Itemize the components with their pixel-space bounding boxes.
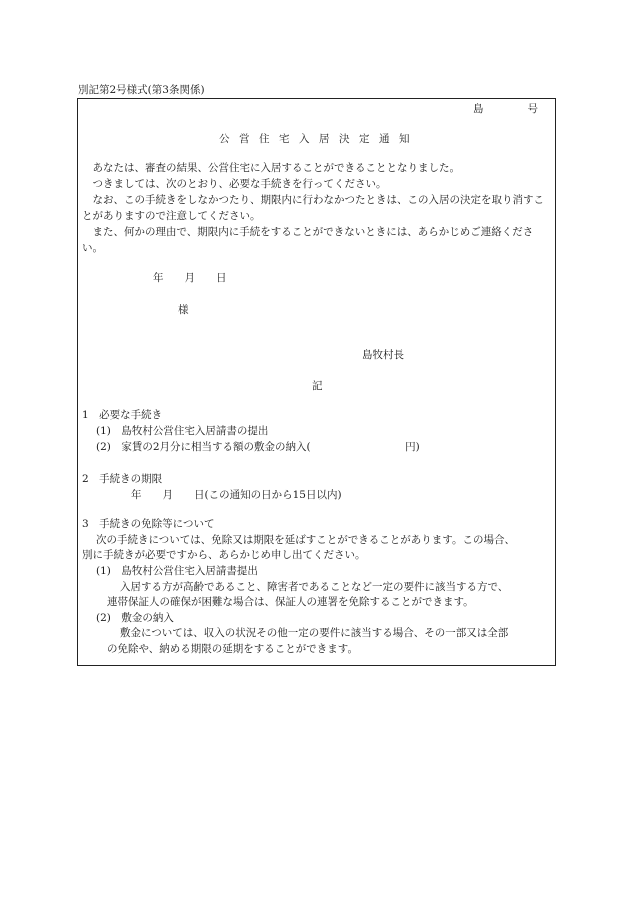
addressee-suffix: 様 bbox=[178, 304, 189, 316]
section1-item2: (2) 家賃の2月分に相当する額の敷金の納入( 円) bbox=[96, 441, 420, 453]
ki-marker: 記 bbox=[312, 380, 323, 392]
document-number bbox=[473, 104, 538, 115]
section3-item1-text: 連帯保証人の確保が困難な場合は、保証人の連署を免除することができます。 bbox=[107, 596, 474, 608]
intro-paragraphs bbox=[82, 160, 552, 256]
section3-heading: 3 手続きの免除等について bbox=[82, 518, 215, 530]
section3-lead: 別に手続きが必要ですから、あらかじめ申し出てください。 bbox=[82, 549, 366, 561]
section3-item2-text: 敷金については、収入の状況その他一定の要件に該当する場合、その一部又は全部 bbox=[120, 627, 509, 639]
section3-item2-title: (2) 敷金の納入 bbox=[96, 612, 174, 624]
intro-paragraph: あなたは、審査の結果、公営住宅に入居することができることとなりました。 bbox=[92, 162, 460, 174]
section2-deadline: 年 月 日(この通知の日から15日以内) bbox=[131, 489, 342, 501]
section1-item1: (1) 島牧村公営住宅入居請書の提出 bbox=[96, 425, 269, 437]
issuer-name: 島牧村長 bbox=[362, 349, 404, 361]
date-line: 年 月 日 bbox=[153, 272, 227, 284]
form-label: 別記第2号様式(第3条関係) bbox=[78, 84, 205, 96]
section3-lead: 次の手続きについては、免除又は期限を延ばすことができることがあります。この場合、 bbox=[96, 534, 515, 546]
section2-heading: 2 手続きの期限 bbox=[82, 473, 163, 485]
section3-item1-title: (1) 島牧村公営住宅入居請書提出 bbox=[96, 565, 258, 577]
intro-paragraph: また、何かの理由で、期限内に手続をすることができないときには、あらかじめご連絡ください。 bbox=[82, 226, 534, 254]
intro-paragraph: なお、この手続きをしなかつたり、期限内に行わなかつたときは、この入居の決定を取り消すことがありますので注意してください。 bbox=[82, 194, 544, 222]
section3-item1-text: 入居する方が高齢であること、障害者であることなど一定の要件に該当する方で、 bbox=[120, 581, 509, 593]
document-number-suffix: 号 bbox=[527, 103, 538, 115]
intro-paragraph: つきましては、次のとおり、必要な手続きを行ってください。 bbox=[92, 178, 387, 190]
document-title: 公営住宅入居決定通知 bbox=[219, 133, 419, 145]
section3-item2-text: の免除や、納める期限の延期をすることができます。 bbox=[107, 643, 358, 655]
document-number-prefix: 島 bbox=[473, 103, 484, 115]
section1-heading: 1 必要な手続き bbox=[82, 409, 163, 421]
